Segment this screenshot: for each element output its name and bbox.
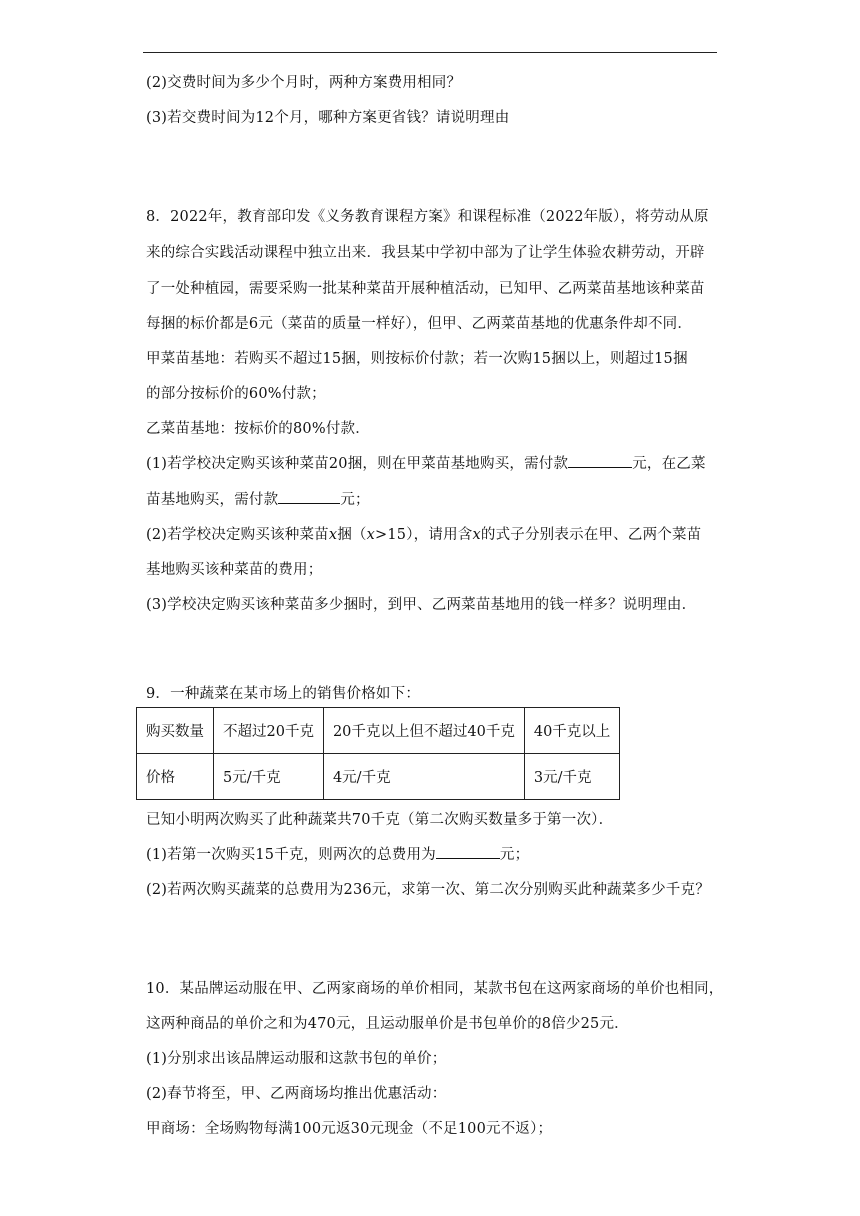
- problem-8-text-7: 乙菜苗基地：按标价的80%付款．: [146, 421, 370, 437]
- question-text: ），请用含: [406, 527, 473, 543]
- problem-10-text-3: 甲商场：全场购物每满100元返30元现金（不足100元不返）；: [146, 1121, 553, 1137]
- problem-9-question-1: [146, 843, 529, 864]
- table-cell: 40千克以上: [524, 708, 619, 754]
- problem-9-intro: 9．一种蔬菜在某市场上的销售价格如下：: [146, 686, 421, 702]
- problem-8-question-2: [146, 523, 701, 544]
- table-cell: 3元/千克: [524, 754, 619, 800]
- problem-10-question-1: (1)分别求出该品牌运动服和这款书包的单价；: [146, 1051, 447, 1067]
- table-cell: 5元/千克: [214, 754, 324, 800]
- answer-blank[interactable]: [568, 452, 632, 468]
- variable-x: x: [366, 527, 376, 543]
- problem-8-text-6: 的部分按标价的60%付款；: [146, 386, 326, 402]
- answer-blank[interactable]: [436, 843, 500, 859]
- problem-8-question-3: (3)学校决定购买该种菜苗多少捆时，到甲、乙两菜苗基地用的钱一样多？说明理由．: [146, 597, 697, 613]
- problem-8-question-1-cont: [146, 488, 370, 509]
- problem-10-question-2: (2)春节将至，甲、乙两商场均推出优惠活动：: [146, 1086, 447, 1102]
- question-text: (2)若学校决定购买该种菜苗: [146, 527, 329, 543]
- question-text: 元；: [499, 847, 530, 863]
- problem-8-question-1: [146, 452, 706, 473]
- table-cell: 不超过20千克: [214, 708, 324, 754]
- problem-10-text-1: 10．某品牌运动服在甲、乙两家商场的单价相同，某款书包在这两家商场的单价也相同，: [146, 981, 724, 997]
- question-3: (3)若交费时间为12个月，哪种方案更省钱？请说明理由: [146, 110, 510, 126]
- question-text: 元；: [340, 492, 370, 508]
- problem-8-text-3: 了一处种植园，需要采购一批某种菜苗开展种植活动，已知甲、乙两菜苗基地该种菜苗: [146, 281, 705, 297]
- table-cell: 4元/千克: [323, 754, 524, 800]
- variable-x: x: [472, 527, 481, 543]
- table-row: [137, 754, 620, 800]
- variable-x: x: [328, 527, 338, 543]
- question-2: (2)交费时间为多少个月时，两种方案费用相同？: [146, 75, 462, 91]
- question-text: 元，在乙菜: [632, 456, 706, 472]
- question-text: 苗基地购买，需付款: [146, 492, 279, 508]
- question-text: (1)若第一次购买15千克，则两次的总费用为: [146, 847, 436, 863]
- question-text: 捆（: [337, 527, 367, 543]
- table-cell: 20千克以上但不超过40千克: [323, 708, 524, 754]
- problem-8-text-5: 甲菜苗基地：若购买不超过15捆，则按标价付款；若一次购15捆以上，则超过15捆: [146, 351, 688, 367]
- price-table: [136, 707, 620, 800]
- condition-text: >15: [375, 527, 407, 543]
- problem-9-question-2: (2)若两次购买蔬菜的总费用为236元，求第一次、第二次分别购买此种蔬菜多少千克？: [146, 882, 710, 898]
- problem-10-text-2: 这两种商品的单价之和为470元，且运动服单价是书包单价的8倍少25元．: [146, 1016, 629, 1032]
- table-row: [137, 708, 620, 754]
- answer-blank[interactable]: [278, 488, 340, 504]
- problem-8-text-1: 8．2022年，教育部印发《义务教育课程方案》和课程标准（2022年版），将劳动从原: [146, 209, 709, 225]
- problem-8-question-2-cont: 基地购买该种菜苗的费用；: [146, 562, 323, 578]
- header-rule: [143, 52, 717, 53]
- problem-8-text-2: 来的综合实践活动课程中独立出来．我县某中学初中部为了让学生体验农耕劳动，开辟: [146, 245, 705, 261]
- problem-8-text-4: 每捆的标价都是6元（菜苗的质量一样好），但甲、乙两菜苗基地的优惠条件却不同．: [146, 316, 693, 332]
- table-cell: 价格: [137, 754, 214, 800]
- question-text: (1)若学校决定购买该种菜苗20捆，则在甲菜苗基地购买，需付款: [146, 456, 569, 472]
- question-text: 的式子分别表示在甲、乙两个菜苗: [480, 527, 702, 543]
- problem-9-text-1: 已知小明两次购买了此种蔬菜共70千克（第二次购买数量多于第一次）．: [146, 812, 614, 828]
- table-cell: 购买数量: [137, 708, 214, 754]
